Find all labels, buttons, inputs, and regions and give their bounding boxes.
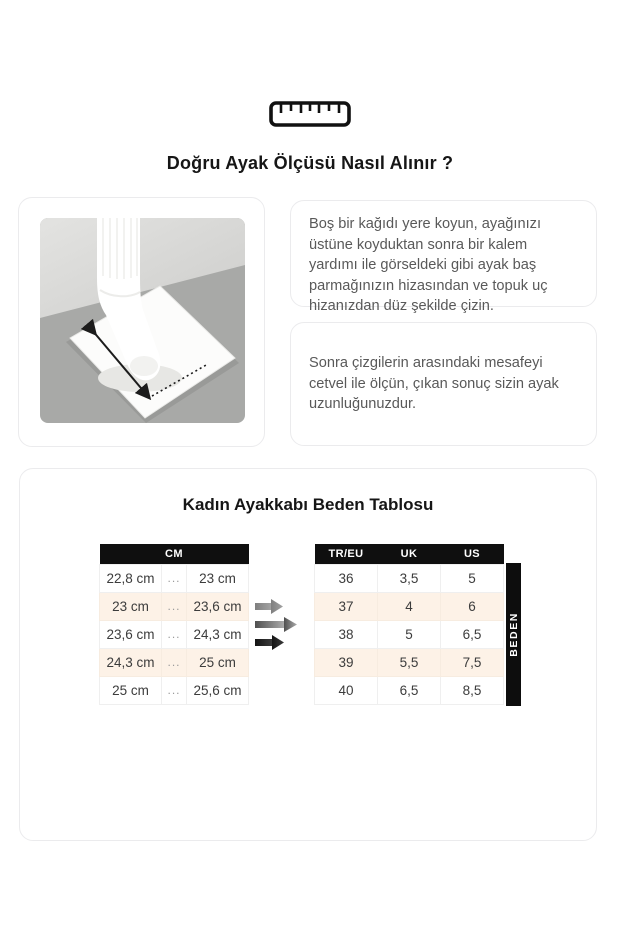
beden-label-bar <box>506 563 521 706</box>
instruction-card-1 <box>290 200 597 315</box>
transfer-arrows-icon <box>254 597 302 651</box>
size-table <box>314 544 504 705</box>
size-table-row: 36 3,5 5 <box>315 564 504 592</box>
size-table-header-treu: TR/EU <box>315 544 378 564</box>
foot-measurement-photo <box>40 218 245 423</box>
size-table-header-us: US <box>441 544 504 564</box>
cm-table-row: 22,8 cm ... 23 cm <box>100 564 249 592</box>
cm-table-row: 23 cm ... 23,6 cm <box>100 592 249 620</box>
instruction-card-2 <box>290 322 597 446</box>
size-chart-title: Kadın Ayakkabı Beden Tablosu <box>182 495 434 514</box>
instruction-step-2: Sonra çizgilerin arasındaki mesafeyi cetvel ile ölçün, çıkan sonuç sizin ayak uzunluğunuzdur. <box>309 355 559 413</box>
instruction-step-1: Boş bir kağıdı yere koyun, ayağınızı üstüne koyduktan sonra bir kalem yardımı ile görseldeki gibi ayak baş parmağınızın hizasından ve topuk uç hizanızdan düz şekilde çizin. <box>309 216 548 315</box>
size-chart-card <box>19 468 597 841</box>
ruler-icon <box>269 101 351 132</box>
howto-section <box>18 197 597 447</box>
photo-card <box>18 197 265 447</box>
size-table-row: 39 5,5 7,5 <box>315 648 504 676</box>
cm-table-header: CM <box>100 544 249 564</box>
cm-table-row: 24,3 cm ... 25 cm <box>100 648 249 676</box>
page-title: Doğru Ayak Ölçüsü Nasıl Alınır ? <box>166 153 454 173</box>
howto-text-column <box>290 200 597 447</box>
beden-label: BEDEN <box>507 612 520 657</box>
size-table-row: 40 6,5 8,5 <box>315 676 504 704</box>
cm-table-row: 23,6 cm ... 24,3 cm <box>100 620 249 648</box>
size-table-row: 37 4 6 <box>315 592 504 620</box>
cm-table-row: 25 cm ... 25,6 cm <box>100 676 249 704</box>
cm-table <box>99 544 249 705</box>
size-table-row: 38 5 6,5 <box>315 620 504 648</box>
size-table-header-uk: UK <box>378 544 441 564</box>
